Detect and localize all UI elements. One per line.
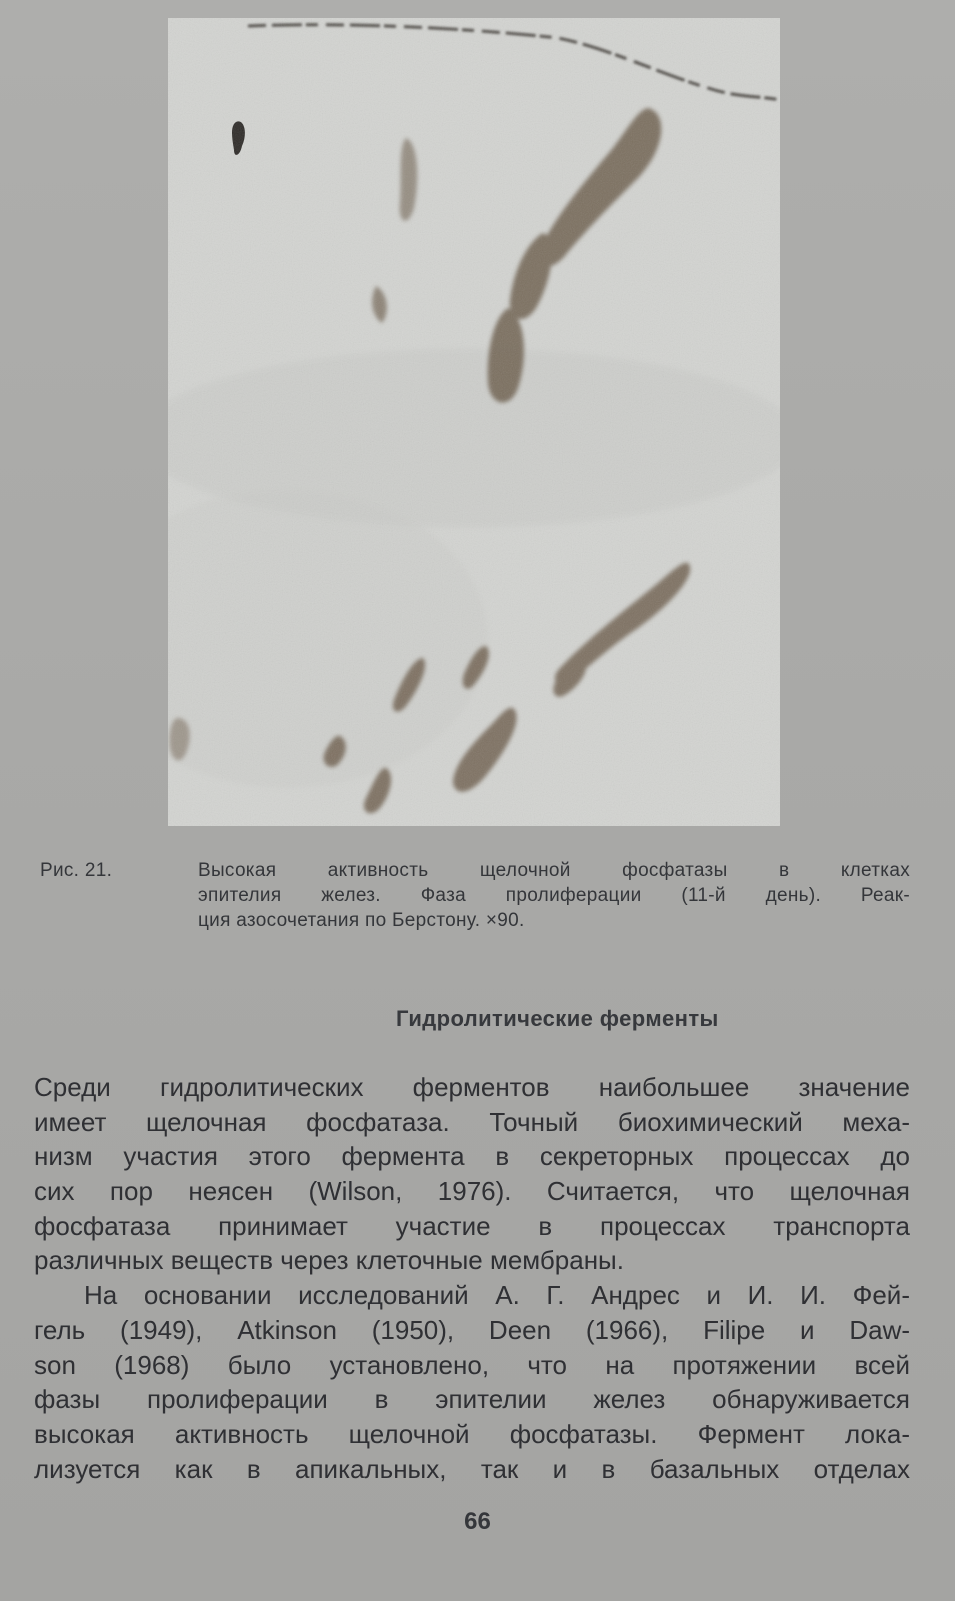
paragraph-line: фазы пролиферации в эпителии желез обнаруживается: [34, 1384, 910, 1415]
page-number: 66: [464, 1508, 491, 1535]
paragraph-line: Среди гидролитических ферментов наибольшее значение: [34, 1072, 910, 1102]
caption-line: эпителия желез. Фаза пролиферации (11-й день). Реак-: [198, 885, 910, 906]
section-heading: Гидролитические ферменты: [396, 1006, 719, 1031]
paragraph-line: различных веществ через клеточные мембраны.: [34, 1245, 624, 1276]
paragraph-line: son (1968) было установлено, что на протяжении всей: [34, 1349, 910, 1380]
caption-line: Высокая активность щелочной фосфатазы в клетках: [198, 860, 910, 881]
paragraph-line: гель (1949), Atkinson (1950), Deen (1966), Filipe и Daw-: [34, 1314, 910, 1345]
paragraph-line: имеет щелочная фосфатаза. Точный биохимический меха-: [34, 1106, 910, 1137]
micrograph-figure: [168, 18, 780, 826]
paragraph-line: На основании исследований А. Г. Андрес и И. И. Фей-: [84, 1280, 910, 1311]
paragraph-line: высокая активность щелочной фосфатазы. Фермент лока-: [34, 1418, 910, 1449]
paragraph-line: лизуется как в апикальных, так и в базальных отделах: [34, 1453, 910, 1484]
paragraph-line: низм участия этого фермента в секреторных процессах до: [34, 1141, 910, 1172]
figure-caption-text: [198, 858, 910, 933]
paragraph-line: фосфатаза принимает участие в процессах транспорта: [34, 1210, 910, 1241]
micrograph-image: [168, 18, 780, 826]
paragraph-line: сих пор неясен (Wilson, 1976). Считается, что щелочная: [34, 1176, 910, 1207]
body-text: [34, 1070, 910, 1486]
caption-line: ция азосочетания по Берстону. ×90.: [198, 910, 525, 931]
figure-label: Рис. 21.: [40, 860, 113, 881]
